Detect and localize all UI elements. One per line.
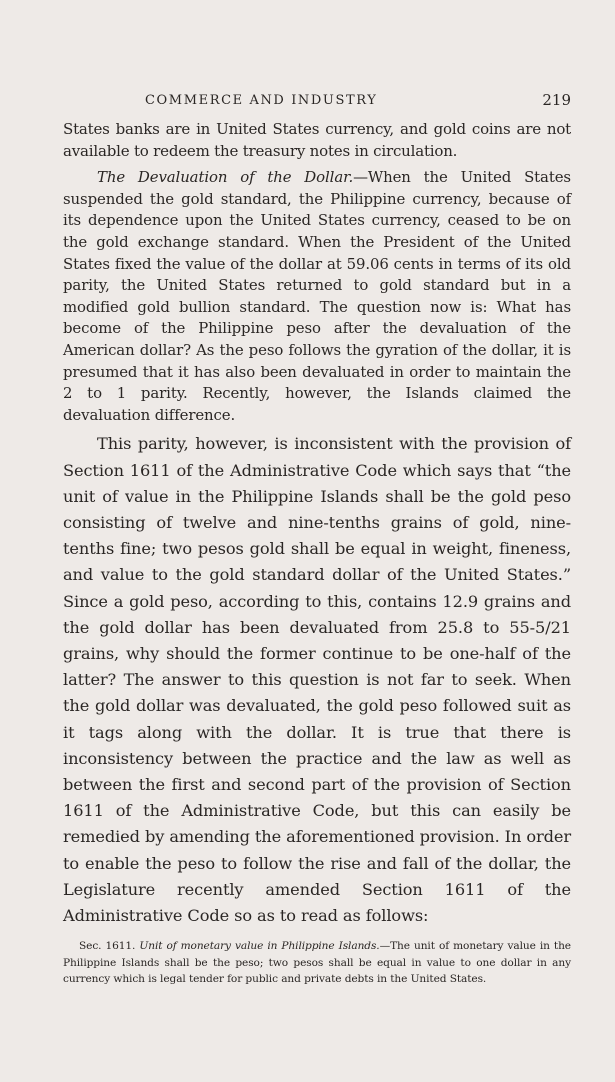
quoted-section-heading: Unit of monetary value in Philippine Islands. xyxy=(139,940,380,953)
body-text xyxy=(63,119,571,929)
paragraph-devaluation-text: —When the United States suspended the gold standard, the Philippine currency, because of its dependence upon the United States currency, ceased to be on the gold exchange standard. When the President of the United States fixed the value of the dollar at 59.06 cents in terms of its old parity, the United States returned to gold standard but in a modified gold bullion standard. The question now is: What has become of the Philippine peso after the devaluation of the American dollar? As the peso follows the gyration of the dollar, it is presumed that it has also been devaluated in order to maintain the 2 to 1 parity. Recently, however, the Islands claimed the devaluation difference. xyxy=(63,168,571,424)
quoted-provision xyxy=(63,938,571,988)
section-heading-devaluation: The Devaluation of the Dollar. xyxy=(97,168,354,187)
running-head xyxy=(63,93,571,119)
quoted-section-number: Sec. 1611. xyxy=(79,940,136,953)
quoted-section-text: —The unit of monetary value in the Philippine Islands shall be the peso; two pesos shall be equal in value to one dollar in any currency which is legal tender for public and private debts in the United States. xyxy=(63,940,571,986)
paragraph-continued: States banks are in United States currency, and gold coins are not available to redeem the treasury notes in circulation. xyxy=(63,120,571,160)
running-title: COMMERCE AND INDUSTRY xyxy=(145,93,378,108)
page-number: 219 xyxy=(542,91,571,109)
paragraph-parity: This parity, however, is inconsistent with the provision of Section 1611 of the Administrative Code which says that “the unit of value in the Philippine Islands shall be the gold peso consisting of twelve and nine-tenths grains of gold, nine-tenths fine; two pesos gold shall be equal in weight, fineness, and value to the gold standard dollar of the United States.” Since a gold peso, according to this, contains 12.9 grains and the gold dollar has been devaluated from 25.8 to 55-5/21 grains, why should the former continue to be one-half of the latter? The answer to this question is not far to seek. When the gold dollar was devaluated, the gold peso followed suit as it tags along with the dollar. It is true that there is inconsistency between the practice and the law as well as between the first and second part of the provision of Section 1611 of the Administrative Code, but this can easily be remedied by amending the aforementioned provision. In order to enable the peso to follow the rise and fall of the dollar, the Legislature recently amended Section 1611 of the Administrative Code so as to read as follows: xyxy=(63,434,572,925)
paragraph-devaluation xyxy=(63,167,571,426)
